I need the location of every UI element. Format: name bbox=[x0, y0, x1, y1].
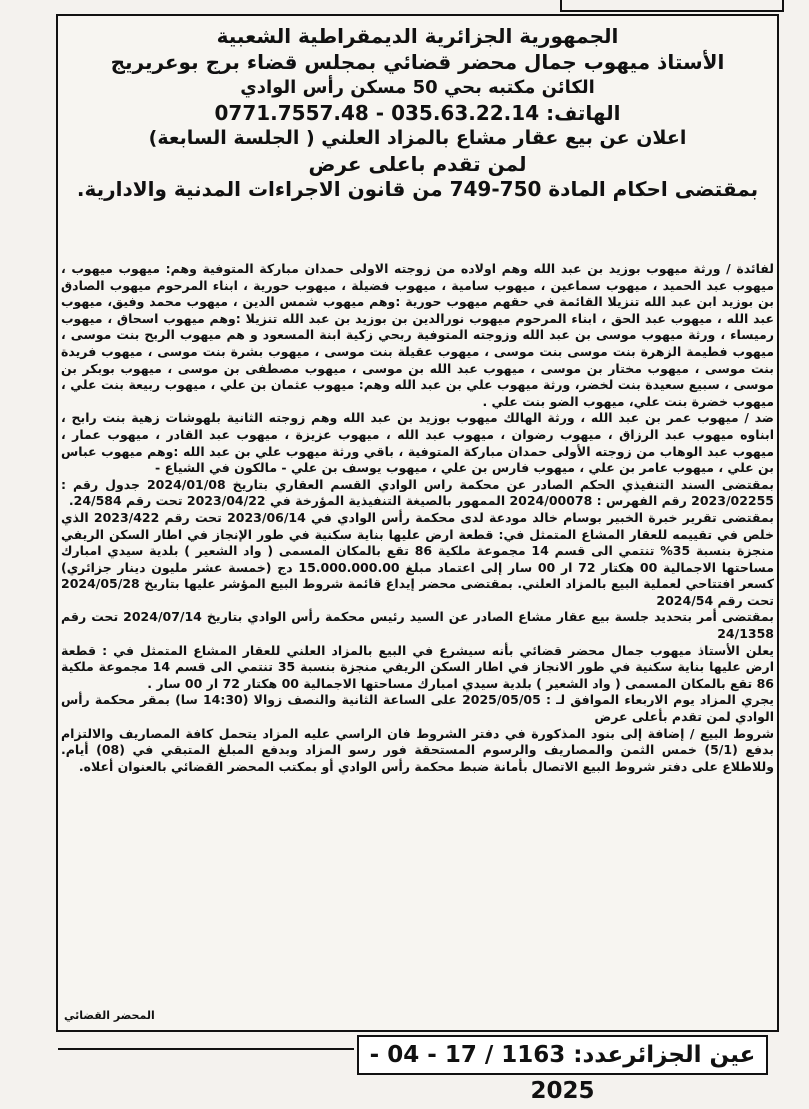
notice-title: اعلان عن بيع عقار مشاع بالمزاد العلني ( الجلسة السابعة) bbox=[148, 127, 687, 149]
notice-header bbox=[58, 16, 777, 203]
announcement-paragraph: يعلن الأستاذ ميهوب جمال محضر قضائي بأنه سيشرع في البيع بالمزاد العلني للعقار المشاع المتمثل في : قطعة ارض عليها بناية سكنية في طور الانجاز في اطار السكن الريفي منجزة بنسبة 35 تنتمي الى قسم 14 مجموعة ملكية 86 تقع بالمكان المسمى ( واد الشعير ) بلدية سيدي امبارك مساحتها الاجمالية 00 هكتار 72 ار 00 سار . bbox=[61, 642, 774, 691]
office-address: الكائن مكتبه بحي 50 مسكن رأس الوادي bbox=[240, 77, 595, 98]
republic-title: الجمهورية الجزائرية الديمقراطية الشعبية bbox=[216, 24, 619, 48]
publication-reference: عين الجزائرعدد: 1163 / 17 - 04 - 2025 bbox=[357, 1035, 768, 1075]
legal-notice bbox=[56, 14, 779, 1032]
court-order-paragraph: بمقتضى أمر بتحديد جلسة بيع عقار مشاع الصادر عن السيد رئيس محكمة رأس الوادي بتاريخ 2024/07/14 تحت رقم 24/1358 bbox=[61, 609, 774, 642]
bailiff-name: الأستاذ ميهوب جمال محضر قضائي بمجلس قضاء برج بوعريريج bbox=[110, 49, 725, 74]
against-paragraph: ضد / ميهوب عمر بن عبد الله ، ورثة الهالك ميهوب بوزيد بن عبد الله وهم زوجته الثانية بلهوشات زهية بنت رابح ، ابناوه ميهوب عبد الرزاق ، ميهوب رضوان ، ميهوب عبد الله ، ميهوب عزيزة ، ميهوب عبد القادر ، ميهوب عمار ، ميهوب عبد الوهاب من زوجته الأولى حمدان مباركة المتوفية ، باقي ورثة ميهوب علي بن عبد الله :وهم ميهوب عباس بن علي ، ميهوب عامر بن علي ، ميهوب فارس بن علي ، ميهوب يوسف بن علي - مالكون في الشياع - bbox=[61, 410, 774, 476]
footer-rule bbox=[58, 1048, 354, 1050]
previous-ad-border bbox=[560, 0, 784, 12]
notice-body bbox=[61, 261, 774, 775]
phone-numbers: الهاتف: 035.63.22.14 - 0771.7557.48 bbox=[214, 100, 621, 125]
beneficiaries-paragraph: لفائدة / ورثة ميهوب بوزيد بن عبد الله وهم اولاده من زوجته الاولى حمدان مباركة المتوفية وهم: ميهوب ميهوب ، ميهوب عبد الحميد ، ميهوب سماعين ، ميهوب سامية ، ميهوب فضيلة ، ميهوب حورية ، ابناء المرحوم ميهوب الصادق بن بوزيد ابن عبد الله تنزيلا القائمة في حقهم ميهوب حورية :وهم ميهوب شمس الدين ، ميهوب محمد وفيق، ميهوب عبد الله ، ميهوب عبد الحق ، ابناء المرحوم ميهوب نورالدين بن بوزيد بن عبد الله تنزيلا :وهم ميهوب اسحاق ، ميهوب رميساء ، ورثة ميهوب موسى بن عبد الله وزوجته المتوفية ربحي زكية ابنة المسعود و هم ميهوب الربح بنت موسى ، ميهوب فطيمة الزهرة بنت موسى بنت موسى ، ميهوب عقيلة بنت موسى ، ميهوب بشرة بنت موسى ، ميهوب فريدة بنت موسى ، ميهوب مختار بن موسى ، ميهوب عبد الله بن موسى ، ميهوب مصطفى بن موسى ، ميهوب بوبكر بن موسى ، سبيع سعيدة بنت لخضر، ورثة ميهوب علي بن عبد الله وهم: ميهوب عثمان بن علي ، ميهوب ربيعة بنت علي ، ميهوب خضرة بنت علي، ميهوب الضو بنت علي . bbox=[61, 261, 774, 409]
sale-conditions-paragraph: شروط البيع / إضافة إلى بنود المذكورة في دفتر الشروط فان الراسي عليه المزاد يتحمل كافة المصاريف والالتزام بدفع (5/1) خمس الثمن والمصاريف والرسوم المستحقة فور رسو المزاد وبدفع المبلغ المتبقي في (08) أيام. وللاطلاع على دفتر شروط البيع الاتصال بأمانة ضبط محكمة رأس الوادي أو بمكتب المحضر القضائي بالعنوان أعلاه. bbox=[61, 725, 774, 774]
expert-report-paragraph: بمقتضى تقرير خبرة الخبير بوسام خالد مودعة لدى محكمة رأس الوادي في 2023/06/14 تحت رقم 2023/422 الذي خلص في تقييمه للعقار المشاع المتمثل في: قطعة ارض عليها بناية سكنية في طور الإنجاز في اطار السكن الريفي منجزة بنسبة 35% تنتمي الى قسم 14 مجموعة ملكية 86 تقع بالمكان المسمى ( واد الشعير ) بلدية سيدي امبارك مساحتها الاجمالية 00 هكتار 72 ار 00 سار إلى اعتماد مبلغ 15.000.000.00 دج (خمسة عشر مليون دينار جزائري) كسعر افتتاحي لعملية البيع بالمزاد العلني. بمقتضى محضر إيداع قائمة شروط البيع المؤشر عليها بتاريخ 2024/05/28 تحت رقم 2024/54 bbox=[61, 509, 775, 608]
legal-basis: بمقتضى احكام المادة 750-749 من قانون الاجراءات المدنية والادارية. bbox=[76, 177, 759, 201]
auction-date-paragraph: يجري المزاد يوم الاربعاء الموافق لـ : 2025/05/05 على الساعة الثانية والنصف زوالا (14:30 سا) بمقر محكمة رأس الوادي لمن تقدم بأعلى عرض bbox=[61, 692, 774, 725]
notice-subtitle: لمن تقدم باعلى عرض bbox=[308, 151, 527, 176]
judgment-paragraph: بمقتضى السند التنفيذي الحكم الصادر عن محكمة راس الوادي القسم العقاري بتاريخ 2024/01/08 جدول رقم : 2023/02255 رقم الفهرس : 2024/00078 الممهور بالصيغة التنفيذية المؤرخة في 2023/04/22 تحت رقم 24/584. bbox=[61, 476, 774, 509]
signature-label: المحضر القضائي bbox=[64, 1009, 155, 1022]
